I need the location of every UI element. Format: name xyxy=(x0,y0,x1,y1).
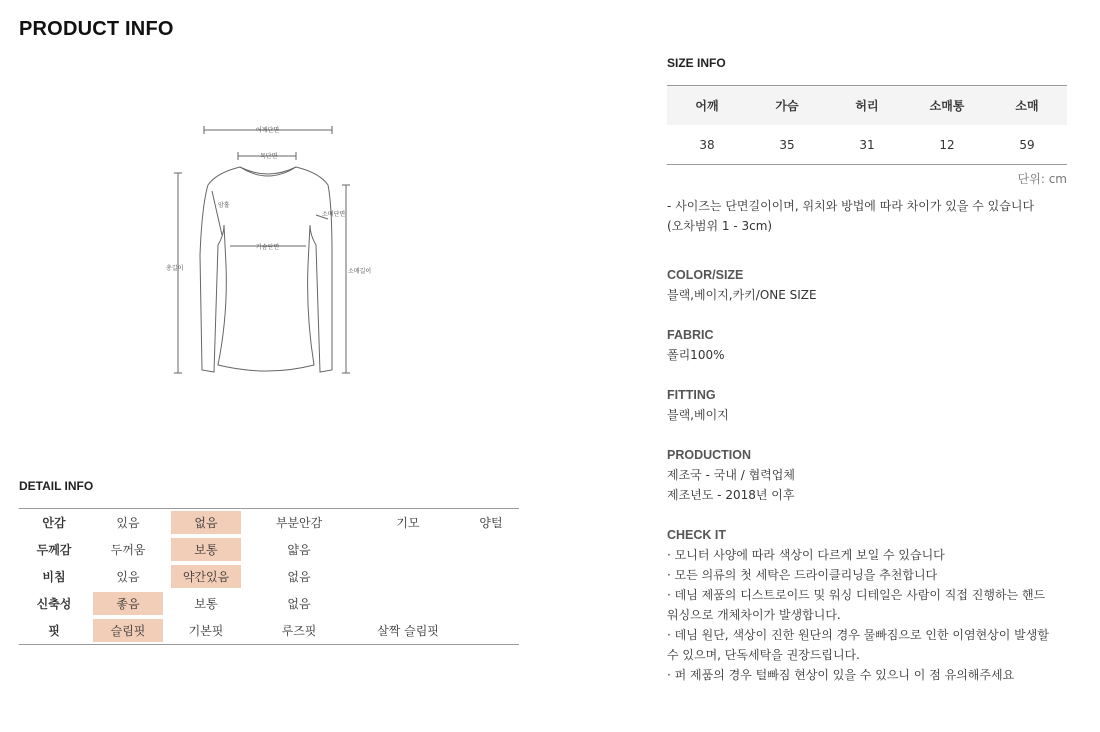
label-armhole: 암홀 xyxy=(218,202,230,209)
detail-row-label: 비침 xyxy=(42,570,66,584)
detail-row xyxy=(19,617,519,645)
detail-option-cell xyxy=(353,509,463,537)
detail-option-cell xyxy=(353,590,463,617)
size-unit: 단위: cm xyxy=(1017,172,1067,186)
detail-option-cell xyxy=(353,617,463,645)
detail-option-cell xyxy=(167,590,245,617)
detail-option-cell xyxy=(245,509,353,537)
detail-row-label: 안감 xyxy=(42,516,66,530)
detail-option: 부분안감 xyxy=(275,516,323,530)
size-header: 가슴 xyxy=(747,86,827,126)
detail-option-cell xyxy=(463,590,519,617)
detail-option-cell xyxy=(353,536,463,563)
fabric-text: 폴리100% xyxy=(667,348,725,362)
size-value: 59 xyxy=(1019,137,1035,152)
detail-option: 살짝 슬림핏 xyxy=(377,624,439,638)
size-value: 38 xyxy=(699,137,715,152)
detail-option-selected: 슬림핏 xyxy=(93,619,163,642)
label-neck: 목단면 xyxy=(260,153,278,160)
detail-option-cell xyxy=(463,617,519,645)
check-line: · 퍼 제품의 경우 털빠짐 현상이 있을 수 있으니 이 점 유의해주세요 xyxy=(667,668,1015,682)
detail-option-cell xyxy=(167,536,245,563)
detail-option-cell xyxy=(463,536,519,563)
detail-row-label: 두께감 xyxy=(36,543,72,557)
fitting-text: 블랙,베이지 xyxy=(667,408,729,422)
production-section xyxy=(667,445,1087,505)
detail-option-cell xyxy=(245,536,353,563)
size-value: 35 xyxy=(779,137,795,152)
detail-option: 보통 xyxy=(194,597,218,611)
detail-row xyxy=(19,509,519,537)
detail-option: 있음 xyxy=(116,570,140,584)
detail-option: 얇음 xyxy=(287,543,311,557)
garment-diagram xyxy=(160,115,390,385)
size-header: 허리 xyxy=(827,86,907,126)
label-length: 총길이 xyxy=(166,265,184,272)
detail-option-cell xyxy=(245,563,353,590)
check-section xyxy=(667,525,1087,685)
detail-option-cell xyxy=(463,563,519,590)
detail-option-selected: 약간있음 xyxy=(171,565,241,588)
page-title: PRODUCT INFO xyxy=(19,18,174,40)
detail-row xyxy=(19,536,519,563)
detail-info-title: DETAIL INFO xyxy=(19,479,94,493)
detail-option-selected: 좋음 xyxy=(93,592,163,615)
detail-option-cell xyxy=(353,563,463,590)
check-heading: CHECK IT xyxy=(667,528,727,542)
size-table xyxy=(667,85,1067,165)
fabric-section xyxy=(667,325,1087,365)
detail-option: 없음 xyxy=(287,570,311,584)
label-shoulder: 어깨단면 xyxy=(256,127,280,134)
detail-option: 기모 xyxy=(396,516,420,530)
check-line: 워싱으로 개체차이가 발생합니다. xyxy=(667,608,841,622)
fitting-section xyxy=(667,385,1087,425)
size-header: 소매통 xyxy=(907,86,987,126)
label-chest: 가슴단면 xyxy=(256,244,280,251)
size-value: 12 xyxy=(939,137,955,152)
detail-option-cell xyxy=(89,536,167,563)
production-line1: 제조국 - 국내 / 협력업체 xyxy=(667,468,795,482)
check-line: 수 있으며, 단독세탁을 권장드립니다. xyxy=(667,648,860,662)
label-sleeve-length: 소매길이 xyxy=(348,268,372,275)
color-size-heading: COLOR/SIZE xyxy=(667,268,744,282)
detail-option-cell xyxy=(89,563,167,590)
detail-option-cell xyxy=(167,563,245,590)
size-note xyxy=(667,196,1077,236)
color-size-text: 블랙,베이지,카키/ONE SIZE xyxy=(667,288,817,302)
detail-option-cell xyxy=(245,590,353,617)
garment-sketch xyxy=(160,115,390,385)
detail-option-cell xyxy=(463,509,519,537)
detail-option: 있음 xyxy=(116,516,140,530)
fitting-heading: FITTING xyxy=(667,388,716,402)
detail-option-cell xyxy=(89,509,167,537)
size-info-title: SIZE INFO xyxy=(667,56,726,70)
size-value: 31 xyxy=(859,137,875,152)
detail-option: 없음 xyxy=(287,597,311,611)
detail-option-cell xyxy=(89,590,167,617)
detail-option: 양털 xyxy=(479,516,503,530)
check-line: · 데님 제품의 디스트로이드 및 워싱 디테일은 사람이 직접 진행하는 핸드 xyxy=(667,588,1046,602)
detail-option-cell xyxy=(89,617,167,645)
detail-row-label: 핏 xyxy=(48,624,60,638)
detail-option-selected: 없음 xyxy=(171,511,241,534)
size-note-line2: (오차범위 1 - 3cm) xyxy=(667,219,773,233)
detail-row xyxy=(19,590,519,617)
check-line: · 모든 의류의 첫 세탁은 드라이클리닝을 추천합니다 xyxy=(667,568,938,582)
detail-option-selected: 보통 xyxy=(171,538,241,561)
detail-option-cell xyxy=(167,509,245,537)
size-header: 소매 xyxy=(987,86,1067,126)
detail-option: 루즈핏 xyxy=(281,624,317,638)
production-heading: PRODUCTION xyxy=(667,448,752,462)
detail-info-table xyxy=(19,508,519,645)
detail-option: 기본핏 xyxy=(188,624,224,638)
detail-row-label: 신축성 xyxy=(36,597,72,611)
label-sleeve-width: 소매단면 xyxy=(322,211,346,218)
detail-option-cell xyxy=(245,617,353,645)
detail-row xyxy=(19,563,519,590)
color-size-section xyxy=(667,265,1087,305)
check-line: · 데님 원단, 색상이 진한 원단의 경우 물빠짐으로 인한 이염현상이 발생할 xyxy=(667,628,1049,642)
detail-option: 두꺼움 xyxy=(110,543,146,557)
production-line2: 제조년도 - 2018년 이후 xyxy=(667,488,795,502)
fabric-heading: FABRIC xyxy=(667,328,714,342)
check-line: · 모니터 사양에 따라 색상이 다르게 보일 수 있습니다 xyxy=(667,548,945,562)
size-note-line1: - 사이즈는 단면길이이며, 위치와 방법에 따라 차이가 있을 수 있습니다 xyxy=(667,199,1035,213)
detail-option-cell xyxy=(167,617,245,645)
size-header: 어깨 xyxy=(667,86,747,126)
